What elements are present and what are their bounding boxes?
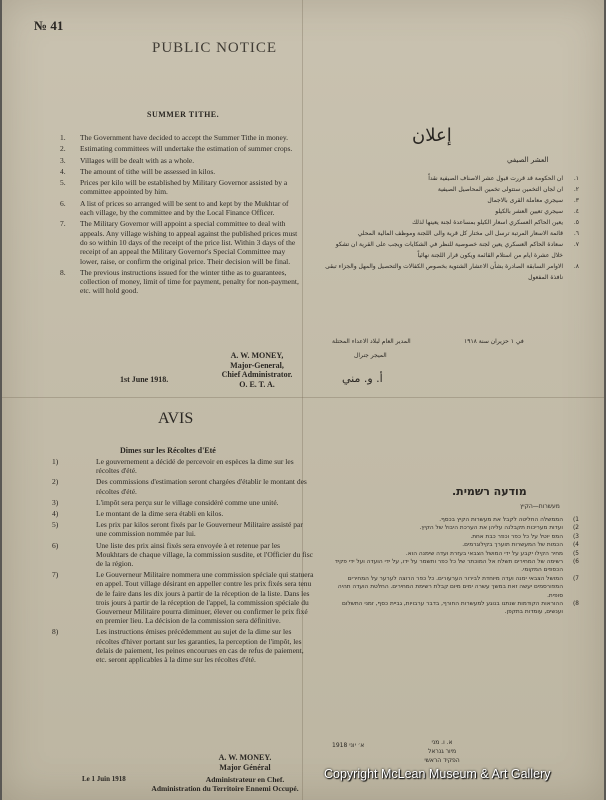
- office-line-2: Administration du Territoire Ennemi Occupé.: [151, 784, 299, 793]
- list-item: 7. The Military Governor will appoint a special committee to deal with appeals. Any village wishing to appeal against the published prices must do so within 10 days of the receipt of the price list. Within 3 days of the receipt of an appeal the Military Governor's Special Committee may lower, raise, or confirm the original price. Their decision will be final.: [60, 219, 298, 266]
- french-items: [52, 457, 314, 666]
- list-item: ٢. ان لجان التخمين ستتولى تخمين المحاصيل الصيفية: [437, 186, 579, 193]
- list-item: 7) Le Gouverneur Militaire nommera une commission spéciale qui statuera en appel. Tout village désirant en appeller contre les prix fixés sera tenu de le faire dans les dix jours à partir de la réception de la liste. Dans les trois jours à partir de la réception de l'appel, la commission spéciale du Gouverneur Militaire pourra diminuer, élever ou confirmer le prix fixé en premier lieu. La décision de la commission sera définitive.: [52, 570, 314, 626]
- list-item: 1) Le gouvernement a décidé de percevoir en espèces la dime sur les récoltes d'été.: [52, 457, 294, 476]
- french-title: AVIS: [158, 410, 194, 427]
- list-item: 3) המס יוטל על כל כפר וכפר כבת אחת.: [470, 533, 579, 540]
- arabic-rank-line: المدير العام لبلاد الاعداء المحتلة: [332, 338, 411, 345]
- french-office: [151, 775, 310, 793]
- hebrew-date: א׳ יוני 1918: [332, 742, 365, 749]
- office-line: Administrateur en Chef.: [205, 775, 285, 784]
- signatory-name: A. W. MONEY,: [230, 351, 284, 360]
- list-item: 4. The amount of tithe will be assessed in kilos.: [60, 166, 216, 176]
- list-item: 4) Le montant de la dime sera établi en kilos.: [52, 509, 224, 519]
- list-item: 6. A list of prices so arranged will be sent to and kept by the Mukhtar of each village, by the committee and by the Local Finance Officer.: [60, 198, 289, 218]
- english-subtitle: SUMMER TITHE.: [147, 110, 220, 119]
- list-item: 2) Des commissions d'estimation seront chargées d'établir le montant des récoltes d'été.: [52, 477, 307, 496]
- list-item: 4) הכמות של המעשרות תוערך בקילוגרמים.: [462, 542, 579, 549]
- copyright-watermark: Copyright McLean Museum & Art Gallery: [324, 767, 551, 781]
- notice-number: № 41: [34, 18, 64, 33]
- french-date: Le 1 Juin 1918: [82, 775, 126, 783]
- list-item: 3. Villages will be dealt with as a whole.: [60, 155, 195, 165]
- list-item: 2. Estimating committees will undertake the estimation of summer crops.: [60, 144, 293, 154]
- arabic-subtitle: العشر الصيفي: [507, 156, 549, 164]
- hebrew-signature: [397, 738, 487, 765]
- list-item: 8) Les instructions émises précédemment au sujet de la dime sur les récoltes d'hiver portant sur les garanties, la perception de l'impôt, les delais de paiement, les peines encourues en cas de refus de paiement, etc. seront applicables à la dime sur les récoltes d'été.: [52, 627, 304, 665]
- arabic-signatory-line: الميجر جنرال: [354, 352, 387, 359]
- list-item: 6) Une liste des prix ainsi fixés sera envoyée à et retenue par les Moukhtars de chaque village, la commission susdite, et l'Officier du fisc de la région.: [52, 540, 313, 569]
- list-item: ٥. يعين الحاكم العسكري اسعار الكيلو بمساعدة لجنة يعينها لذلك: [412, 219, 579, 226]
- signatory-name: A. W. MONEY.: [218, 753, 272, 762]
- hebrew-subtitle: מעשרות—הקיץ: [520, 503, 560, 510]
- list-item: ١. ان الحكومة قد قررت قبول عشر الاصناف الصيفية نقداً: [428, 175, 579, 182]
- hebrew-items: [324, 516, 579, 617]
- list-item: ٦. قائمة الاسعار المرتبة ترسل الى مختار كل قرية والى اللجنة وموظف المالية المحلي: [357, 230, 579, 237]
- list-item: 5. Prices per kilo will be established by Military Governor assisted by a committee appointed by him.: [60, 178, 288, 197]
- french-signature: [180, 753, 310, 773]
- list-item: 8) ההוראות הקודמות שנתנו בנוגע למעשרות החורף, בדבר ערבויות, גביית כסף, זמני התשלום וענשים, עומדות בתקפן.: [342, 601, 579, 616]
- list-item: ٧. سعادة الحاكم العسكري يعين لجنة خصوصية للنظر في الشكايات ويجب على القرية ان تشكو خلال عشرة ايام من استلام القائمة ويكون قرار اللجنة نهائياً: [335, 241, 579, 259]
- fold-line-vertical: [302, 0, 303, 800]
- arabic-title: إعلان: [412, 125, 452, 146]
- arabic-items: [324, 173, 579, 283]
- list-item: 5) Les prix par kilos seront fixés par le Gouverneur Militaire assisté par une commission nommée par lui.: [52, 520, 303, 539]
- signatory-rank: Major-General,: [230, 360, 284, 370]
- english-title: PUBLIC NOTICE: [152, 40, 278, 56]
- notice-sheet: [2, 0, 604, 800]
- fold-line-horizontal: [2, 397, 604, 398]
- english-signature: [207, 351, 307, 389]
- arabic-signature-name: أ. و. مني: [342, 372, 383, 385]
- arabic-date: في ١ حزيران سنة ١٩١٨: [464, 338, 524, 345]
- list-item: 6) רשימה של המחירים תשלח אל המוכתר של כל כפר ותשמר על ידו, על ידי הועדה ועל ידי פקיד הכספים המקומי.: [334, 559, 579, 574]
- list-item: ٤. سيجري تعيين العشر بالكيلو: [495, 208, 579, 215]
- list-item: ٣. سيجري معاملة القرى بالاجمال: [487, 197, 579, 204]
- list-item: 8. The previous instructions issued for the winter tithe as to guarantees, collection of money, limit of time for payment, penalty for non-payment, etc. will hold good.: [60, 267, 299, 296]
- signatory-office: Chief Administrator.: [221, 370, 293, 380]
- list-item: 7) המושל הצבאי ימנה ועדה מיוחדת לבירור הערעורים. כל כפר הרוצה לערער על המחירים המפורסמים יעשה זאת במשך עשרה ימים מיום קבלת רשימת המחירים. החלטת הועדה תהיה סופית.: [337, 575, 579, 599]
- list-item: 3) L'impôt sera perçu sur le village considéré comme une unité.: [52, 497, 279, 507]
- signatory-name: א. ו. מני: [431, 739, 453, 746]
- french-subtitle: Dimes sur les Récoltes d'Eté: [120, 446, 216, 455]
- list-item: 2) ועדות מעריכות תקבלנה עליהן את הערכת היבול של הקיץ.: [419, 525, 579, 532]
- signatory-rank: מיור גנראל: [427, 748, 457, 755]
- signatory-office: הפקיד הראשי: [424, 757, 460, 764]
- list-item: 5) מחיר הקילו יקבע על ידי המושל הצבאי בעזרת ועדה שימנה הוא.: [405, 550, 579, 557]
- signatory-rank: Major Général: [219, 763, 271, 772]
- english-date: 1st June 1918.: [120, 375, 169, 384]
- signatory-unit: O. E. T. A.: [239, 379, 275, 389]
- english-items: [60, 133, 300, 298]
- list-item: 1) הממשלה החליטה לקבל את מעשרות הקיץ בכסף.: [439, 517, 579, 523]
- list-item: ٨. الاوامر السابقة الصادرة بشأن الاعشار الشتوية بخصوص الكفالات والتحصيل والمهل والجزاء تبقى نافذة المفعول: [325, 263, 579, 281]
- list-item: 1. The Government have decided to accept the Summer Tithe in money.: [60, 133, 289, 142]
- hebrew-title: מודעה רשמית.: [452, 485, 527, 498]
